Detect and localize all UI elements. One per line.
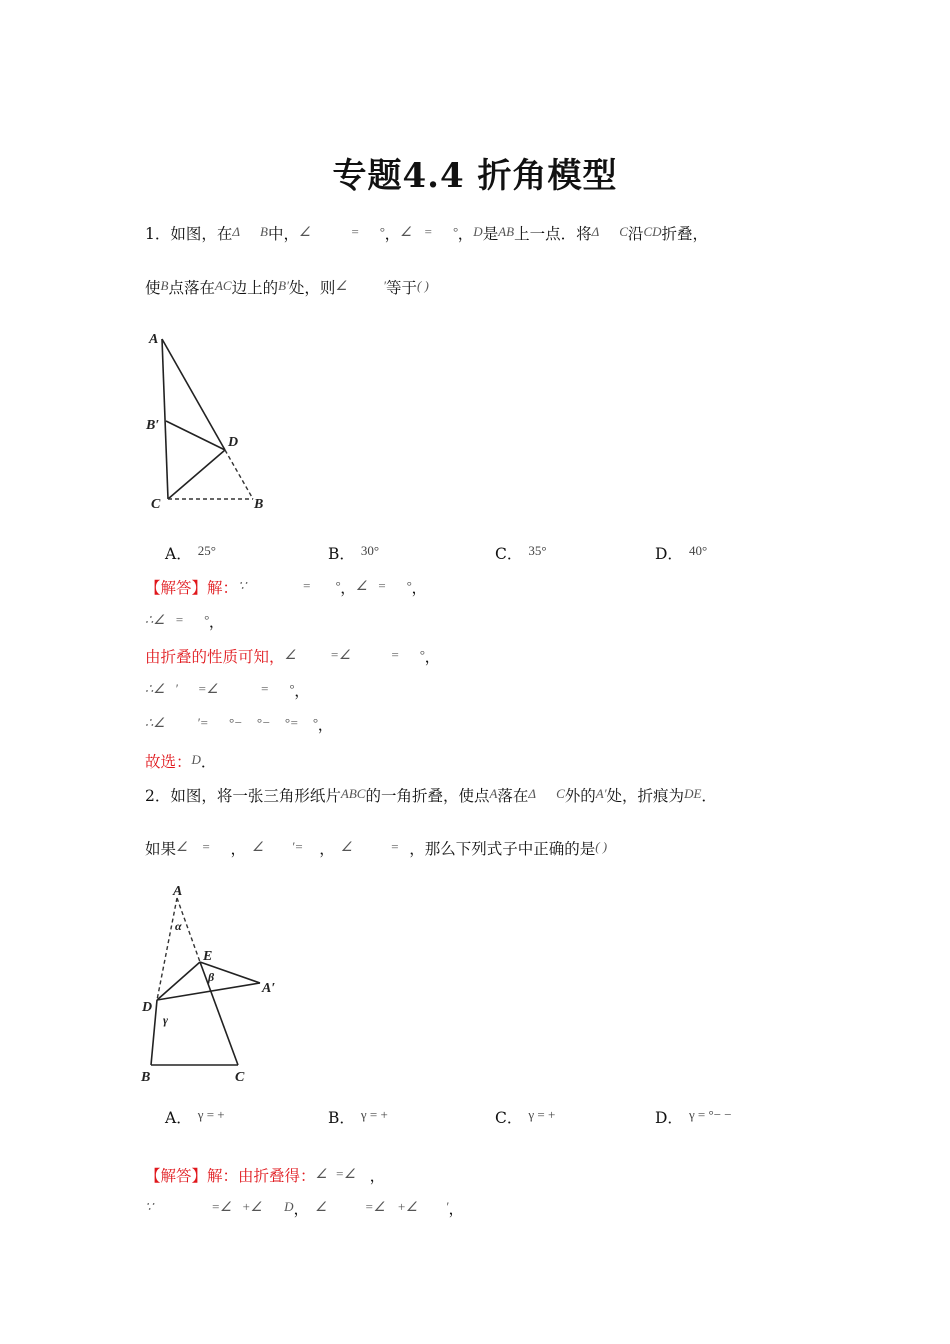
figure-2	[135, 880, 290, 1090]
q1-option-c[interactable]: C． $^{35^\circ}$	[495, 543, 547, 563]
q1-option-b[interactable]: B． $^{30^\circ}$	[328, 543, 380, 563]
q1-solution-line1: 【解答】解：∵ = °，∠ = °，	[145, 578, 427, 597]
q1-solution-line5: ∴∠ ′= °− °− °= °，	[145, 715, 334, 734]
fig2-label-d: D	[142, 1000, 153, 1015]
q2-line2: 如果∠ = ， ∠ ′= ， ∠ = ，那么下列式子中正确的是( )	[145, 839, 608, 858]
q2-option-b[interactable]: B． $^{\gamma = +}$	[328, 1107, 388, 1127]
q1-option-a[interactable]: A． $^{25^\circ}$	[165, 543, 216, 563]
fig1-side-ac	[162, 339, 168, 499]
q1-solution-line6: 故选：D．	[145, 752, 217, 771]
fig1-dashed-db	[225, 450, 253, 499]
q2-option-a[interactable]: A． $^{\gamma = +}$	[165, 1107, 225, 1127]
fig2-label-gamma: γ	[163, 1013, 168, 1027]
q1-line2: 使B点落在AC边上的B′处，则∠ ′等于( )	[145, 278, 429, 297]
fig2-label-a1: A′	[262, 981, 276, 996]
q1-solution-line3: 由折叠的性质可知，∠ =∠ = °，	[145, 647, 441, 666]
q1-solution-line4: ∴∠ ′ =∠ = °，	[145, 681, 310, 700]
page-title: 专题4.4 折角模型	[332, 156, 618, 196]
fig1-side-ad	[162, 339, 225, 450]
q2-option-c[interactable]: C． $^{\gamma = +}$	[495, 1107, 556, 1127]
fig2-label-beta: β	[208, 970, 215, 984]
fig1-crease-cd	[168, 450, 225, 499]
fig1-label-a: A	[149, 332, 159, 347]
fig2-side-ec	[200, 962, 238, 1065]
q1-option-d[interactable]: D． $^{40^\circ}$	[655, 543, 708, 563]
q2-line1: 2．如图，将一张三角形纸片ABC的一角折叠，使点A落在Δ C外的A′处，折痕为DE．	[145, 786, 717, 805]
figure-1	[140, 325, 280, 520]
q1-solution-line2: ∴∠ = °，	[145, 612, 225, 631]
fig1-label-b1: B′	[146, 418, 160, 433]
q2-option-d[interactable]: D． $^{\gamma = ^\circ- -}$	[655, 1107, 732, 1127]
fig2-label-c: C	[235, 1070, 245, 1085]
fig1-label-d: D	[228, 435, 239, 450]
q2-solution-line2: ∵ =∠ +∠ D， ∠ =∠ +∠ ′，	[145, 1199, 464, 1218]
fig2-label-b: B	[141, 1070, 151, 1085]
q2-solution-line1: 【解答】解：由折叠得：∠ =∠ ，	[145, 1166, 386, 1185]
fig2-label-a: A	[173, 884, 183, 899]
fig1-label-b: B	[254, 497, 264, 512]
fig2-label-alpha: α	[175, 919, 182, 933]
q1-line1: 1．如图，在Δ B中，∠ = °，∠ = °，D是AB上一点．将Δ C沿CD折叠，	[145, 224, 709, 243]
fig1-label-c: C	[151, 497, 161, 512]
fig2-label-e: E	[203, 949, 213, 964]
